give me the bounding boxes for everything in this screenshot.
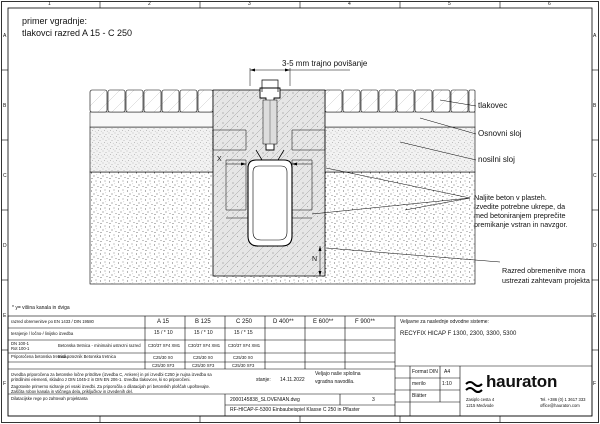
table-cell: C25/30 XF3 <box>232 363 255 368</box>
frame-row-marker: D <box>593 243 597 249</box>
dimension-x-label: X <box>217 156 222 163</box>
table-cell: C25/30 X0 <box>193 355 213 360</box>
vgradnja-line2: vgradna navodila. <box>315 379 355 385</box>
small-note-2: Zagotovite primerno sidranje pri vsaki izvedbi. Za priporočila o dilatacijah pri betonskih ploščah upoštevajte. Zaščita robov kanala in vtičnega dela, priključkov in izvedenih del. <box>11 384 211 394</box>
note-razred-line1: Razred obremenitve mora <box>502 266 586 275</box>
class-header: A 15 <box>157 319 170 325</box>
table-cell: 15 / * 10 <box>194 330 213 336</box>
frame-col-marker: 1 <box>48 1 51 7</box>
note-beton-line2: Izvedite potrebne ukrepe, da <box>474 202 566 211</box>
format-label: Format DIN <box>412 369 438 375</box>
frame-row-marker: A <box>593 33 597 39</box>
frame-row-marker: F <box>593 381 597 387</box>
note-beton-line1: Naljite beton v plasteh. <box>474 193 547 202</box>
frame-col-marker: 5 <box>448 1 451 7</box>
table-row-label: tesnjenje / ločno-/ linijsko izvedba <box>11 331 74 336</box>
scale-label: merilo <box>412 381 426 387</box>
blatt-label: Blätter <box>412 393 427 399</box>
note-razred-line2: ustrezati zahtevam projekta <box>502 276 590 285</box>
address-line2: 1215 Medvode <box>466 403 494 408</box>
frame-row-marker: D <box>3 243 7 249</box>
frame-row-marker: E <box>593 313 597 319</box>
scale-value: 1:10 <box>442 381 452 387</box>
table-cell: 15 / * 10 <box>154 330 173 336</box>
class-header: F 900** <box>355 319 376 325</box>
label-osnovni-sloj: Osnovni sloj <box>478 129 522 138</box>
label-nosilni-sloj: nosilni sloj <box>478 155 515 164</box>
frame-row-marker: E <box>3 313 7 319</box>
table-row-label: Betonska tretnica - minimalni ustrezni razred <box>58 343 141 348</box>
frame-row-marker: B <box>3 103 7 109</box>
table-cell: C25/30 XF3 <box>152 363 175 368</box>
frame-row-marker: F <box>3 381 7 387</box>
table-row-label: DN 100-1 <box>11 341 29 346</box>
footnote: * y= višina kanala in dviga <box>12 305 70 311</box>
dimension-n-label: N <box>312 256 318 263</box>
frame-col-marker: 4 <box>348 1 351 7</box>
table-row-label: mali poteznik Betonska tretnica <box>58 354 116 359</box>
product-header: Veljavne za naslednje odvodne sisteme: <box>400 319 489 325</box>
dimension-label: 3-5 mm trajno povišanje <box>282 59 368 68</box>
class-header: D 400** <box>273 319 294 325</box>
company-logo: hauraton <box>486 372 558 391</box>
table-cell: C30/37 XF4 XM1 <box>188 343 221 348</box>
table-row-label: Priporočena betonska tretnica <box>11 354 67 359</box>
table-cell: 15 / * 15 <box>234 330 253 336</box>
frame-col-marker: 3 <box>248 1 251 7</box>
table-cell: C30/37 XF4 XM1 <box>228 343 261 348</box>
frame-row-marker: C <box>3 173 7 179</box>
file-name: 2000145838_SLOVENIAN.dwg <box>230 397 300 403</box>
drawing-title-line1: primer vgradnje: <box>22 16 88 26</box>
date-label: stanje: <box>256 377 271 383</box>
frame-row-marker: A <box>3 33 7 39</box>
class-header: B 125 <box>195 319 211 325</box>
class-header: C 250 <box>236 319 253 325</box>
phone: Tel. +386 (0) 1 3617 333 <box>540 397 586 402</box>
frame-row-marker: B <box>593 103 597 109</box>
note-beton-line3: med betoniranjem preprečite <box>474 211 566 220</box>
table-cell: C25/30 X0 <box>153 355 173 360</box>
email: office@hauraton.com <box>540 403 580 408</box>
table-cell: C30/37 XF4 XM1 <box>148 343 181 348</box>
small-note-3: Dilatacijske rege po zahtevah projektanta <box>11 396 88 401</box>
small-note: Izvedba priporočena za betonske ločne pritrditve (izvedba C, Ankere) in pri izvedbi C250 je nujna izvedba sa pritrdilnimi elementi, skladno z DIN 1045-2 in DIN EN 206-1. Izvedba tlakovcev, ki so priporočeni. <box>11 372 212 382</box>
table-row-label: razred obremenitve po EN 1433 / DIN 19580 <box>11 319 94 324</box>
sheet-number: 3 <box>372 397 375 403</box>
frame-row-marker: C <box>593 173 597 179</box>
drawing-title-line2: tlakovci razred A 15 - C 250 <box>22 28 133 38</box>
note-beton-line4: premikanje vstran in navzgor. <box>474 220 568 229</box>
vgradnja-line1: Veljajo naše splošna <box>315 371 361 377</box>
drawing-description: RF-HICAP-F-5300 Einbaubeispiel Klasse C 250 in Pflaster <box>230 407 360 413</box>
table-cell: C25/30 XF3 <box>192 363 215 368</box>
label-tlakovec: tlakovec <box>478 101 508 110</box>
product-name: RECYFIX HICAP F 1300, 2300, 3300, 5300 <box>400 331 517 337</box>
frame-col-marker: 2 <box>148 1 151 7</box>
table-cell: C25/30 X0 <box>233 355 253 360</box>
class-header: E 600** <box>313 319 334 325</box>
address-line1: Zasiplo cesta 4 <box>466 397 495 402</box>
table-row-label: Rot 100-1 <box>11 346 30 351</box>
format-value: A4 <box>444 369 451 375</box>
frame-col-marker: 6 <box>548 1 551 7</box>
date-value: 14.11.2022 <box>280 377 305 383</box>
